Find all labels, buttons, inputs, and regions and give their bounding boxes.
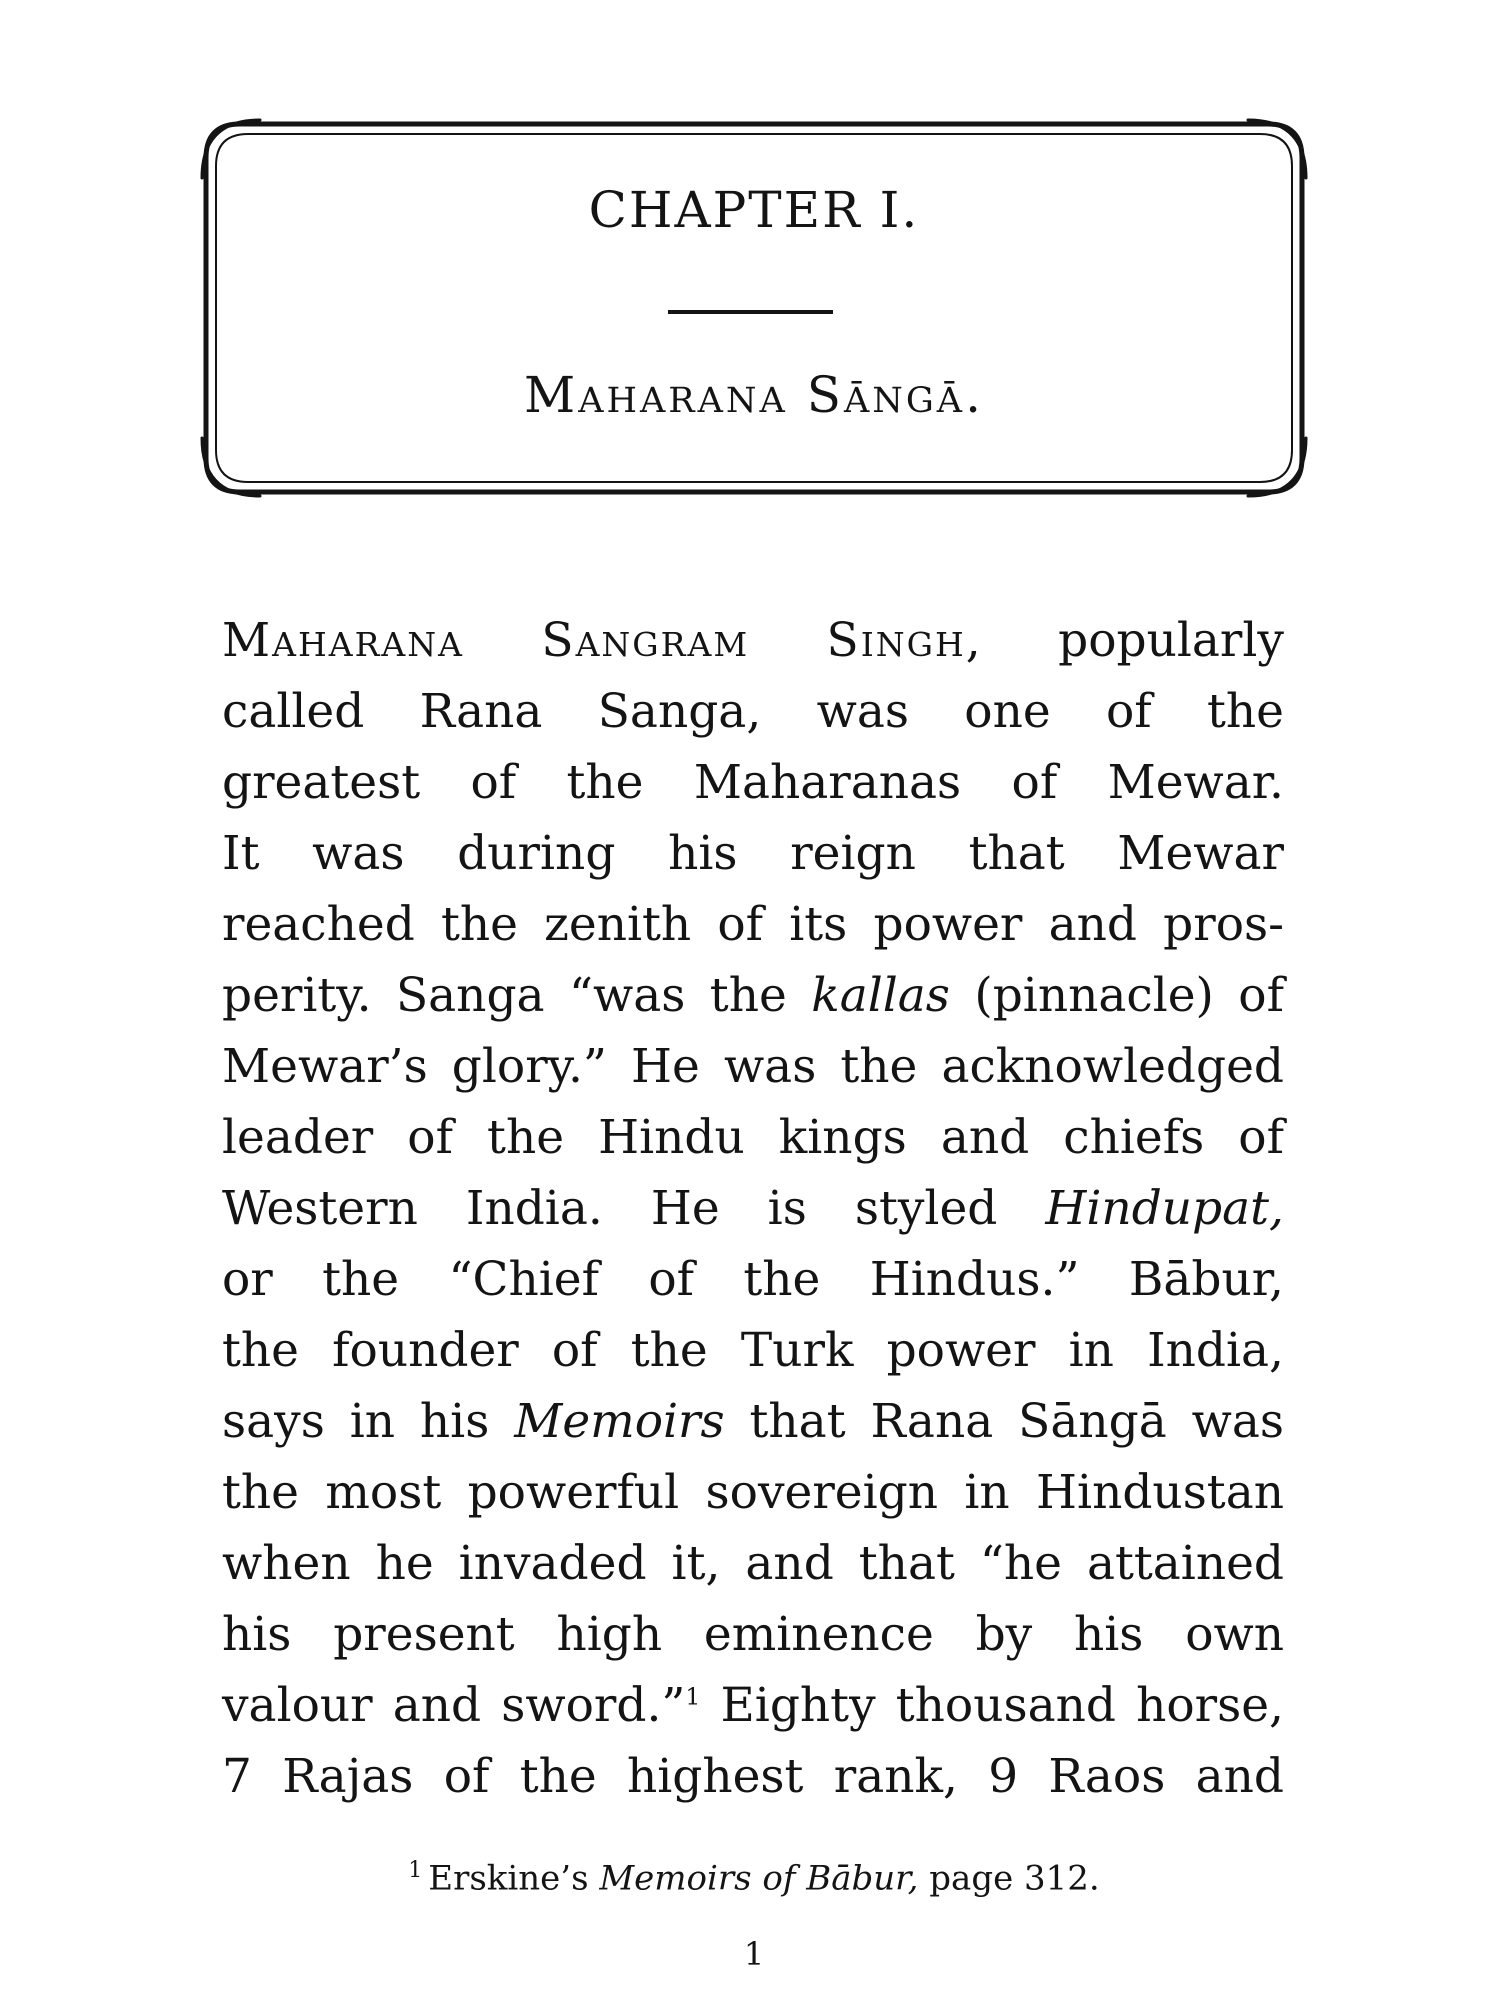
body-text-segment: his present high eminence by his own [222, 1607, 1284, 1662]
body-line [222, 1528, 1284, 1599]
footnote-text-before: Erskine’s [428, 1858, 600, 1899]
body-text-segment: (pinnacle) of [949, 968, 1285, 1023]
footnote [200, 1858, 1308, 1899]
body-text-segment: or the “Chief of the Hindus.” Bābur, [222, 1252, 1284, 1307]
body-line [222, 1457, 1284, 1528]
body-text-segment: Eighty thousand horse, [700, 1678, 1284, 1733]
body-text-segment: Mewar’s glory.” He was the acknowledged [222, 1039, 1284, 1094]
body-text-segment: It was during his reign that Mewar [222, 826, 1284, 881]
footnote-italic-title: Memoirs of Bābur, [599, 1858, 919, 1899]
chapter-heading: CHAPTER I. [588, 181, 920, 239]
body-text-segment: the founder of the Turk power in India, [222, 1323, 1284, 1378]
body-text-segment: Memoirs [514, 1394, 725, 1449]
body-text-segment: leader of the Hindu kings and chiefs of [222, 1110, 1284, 1165]
body-line [222, 747, 1284, 818]
page-number: 1 [743, 1935, 765, 1973]
body-text-segment: when he invaded it, and that “he attained [222, 1536, 1284, 1591]
body-line [222, 605, 1284, 676]
chapter-body-text [222, 605, 1284, 1812]
body-text-segment: the most powerful sovereign in Hindustan [222, 1465, 1284, 1520]
body-text-segment: says in his [222, 1394, 515, 1449]
body-text-segment: kallas [811, 968, 950, 1023]
body-text-segment: Western India. He is styled [222, 1181, 1046, 1236]
body-text-segment: popularly [982, 613, 1284, 668]
body-text-segment: called Rana Sanga, was one of the [222, 684, 1284, 739]
body-text-segment: greatest of the Maharanas of Mewar. [222, 755, 1284, 810]
chapter-frame [200, 118, 1308, 498]
body-text-segment: reached the zenith of its power and pros- [222, 897, 1284, 952]
body-line [222, 1599, 1284, 1670]
body-text-segment: valour and sword.” [222, 1678, 686, 1733]
body-line [222, 1386, 1284, 1457]
body-text-segment: 7 Rajas of the highest rank, 9 Raos and [222, 1749, 1284, 1804]
body-line [222, 1670, 1284, 1741]
chapter-title: Maharana Sāngā. [524, 366, 984, 424]
footnote-marker: 1 [408, 1858, 423, 1883]
body-line [222, 889, 1284, 960]
body-line [222, 818, 1284, 889]
body-line [222, 1244, 1284, 1315]
body-line [222, 1315, 1284, 1386]
body-line [222, 960, 1284, 1031]
body-text-segment: Maharana Sangram Singh, [222, 613, 983, 668]
body-line [222, 1031, 1284, 1102]
body-text-segment: that Rana Sāngā was [724, 1394, 1284, 1449]
body-line [222, 1102, 1284, 1173]
body-line [222, 676, 1284, 747]
chapter-divider [668, 310, 833, 314]
footnote-text-after: page 312. [918, 1858, 1100, 1899]
body-text-segment: Hindupat, [1045, 1181, 1284, 1236]
body-text-segment: perity. Sanga “was the [222, 968, 812, 1023]
body-line [222, 1741, 1284, 1812]
footnote-reference: 1 [685, 1682, 701, 1711]
body-line [222, 1173, 1284, 1244]
